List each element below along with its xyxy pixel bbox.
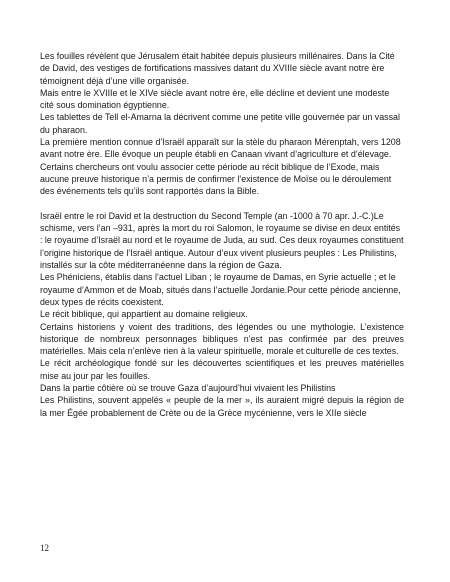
paragraph-merenptah-stele: La première mention connue d’Israël apparaît sur la stèle du pharaon Mérenptah, vers 1208 avant notre ère. Elle évoque un peuple établi en Canaan vivant d’agriculture et d’élevage. Certains chercheurs ont voulu associer cette période au récit biblique de l’Exode, mais aucune preuve historique n’a permis de confirmer l’existence de Moïse ou le déroulement des événements tels qu’ils sont rapportés dans la Bible. (40, 137, 401, 197)
paragraph-biblical-account: Le récit biblique, qui appartient au domaine religieux. (40, 309, 248, 320)
paragraph-schism: Israël entre le roi David et la destruction du Second Temple (an -1000 à 70 apr. J.-C.)Le schisme, vers l’an –931, après la mort du roi Salomon, le royaume se divise en deux entités : le royaume d’Israël au nord et le royaume de Juda, au sud. Ces deux royaumes constituent l’origine historique de l’Israël antique. Autour d’eux vivent plusieurs peuples : Les Philistins, installés sur la côte méditerranéenne dans la région de Gaza. (40, 210, 404, 271)
paragraph-archaeological-account: Le récit archéologique fondé sur les découvertes scientifiques et les preuves matérielles mise au jour par les fouilles. (40, 358, 404, 381)
paragraph-decline: Mais entre le XVIIIe et le XIVe siècle avant notre ère, elle décline et devient une modeste cité sous domination égyptienne. (40, 87, 390, 111)
paragraph-jerusalem-excavations: Les fouilles révèlent que Jérusalem était habitée depuis plusieurs millénaires. Dans la Cité de David, des vestiges de fortifications massives datant du XVIIIe siècle avant notre ère témoignent déjà d’une ville organisée. (40, 51, 395, 86)
body-text (40, 50, 404, 419)
paragraph-philistines: Les Philistins, souvent appelés « peuple de la mer », ils auraient migré depuis la région de la mer Égée probablement de Crète ou de la Grèce mycénienne, vers le XIIe siècle (40, 395, 404, 418)
page-number: 12 (40, 543, 49, 553)
paragraph-phoenicians: Les Phéniciens, établis dans l’actuel Liban ; le royaume de Damas, en Syrie actuelle ; et le royaume d’Ammon et de Moab, situés dans l’actuelle Jordanie.Pour cette période ancienne, deux types de récits coexistent. (40, 272, 401, 307)
paragraph-historians: Certains historiens y voient des traditions, des légendes ou une mythologie. L’existence historique de nombreux personnages bibliques n’est pas confirmée par des preuves matérielles. Mais cela n’enlève rien à la valeur spirituelle, morale et culturelle de ces textes. (40, 321, 404, 357)
paragraph-amarna-tablets: Les tablettes de Tell el-Amarna la décrivent comme une petite ville gouvernée par un vassal du pharaon. (40, 112, 400, 135)
paragraph-coastal-gaza: Dans la partie côtière où se trouve Gaza d’aujourd’hui vivaient les Philistins (40, 383, 336, 394)
